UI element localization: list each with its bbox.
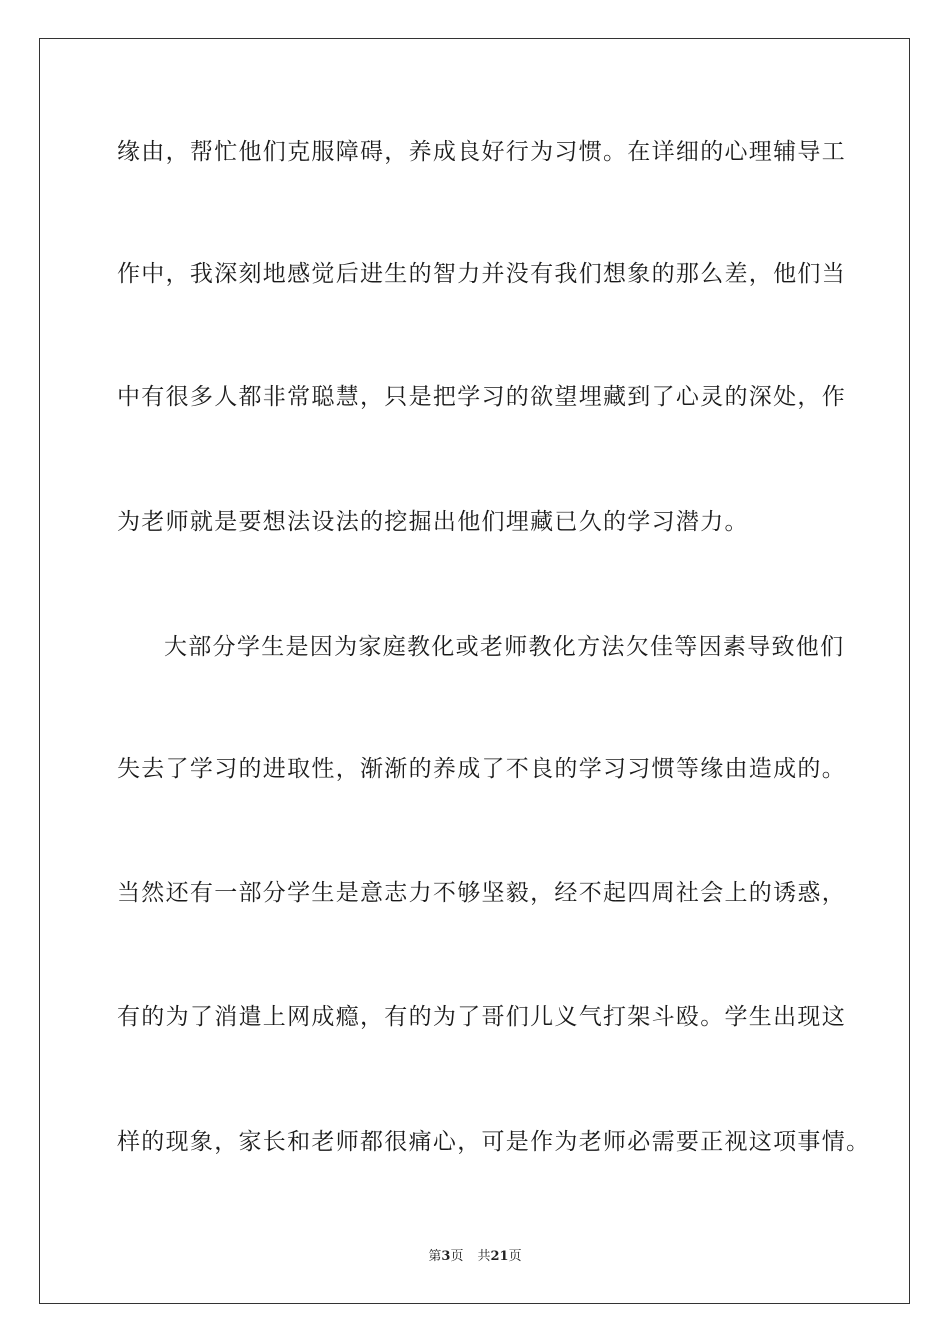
text-line: 当然还有一部分学生是意志力不够坚毅，经不起四周社会上的诱惑， <box>117 880 846 906</box>
text-line: 为老师就是要想法设法的挖掘出他们埋藏已久的学习潜力。 <box>117 509 749 535</box>
total-pages-suffix: 页 <box>508 1249 522 1264</box>
text-line: 有的为了消遣上网成瘾，有的为了哥们儿义气打架斗殴。学生出现这 <box>117 1004 846 1030</box>
text-line: 失去了学习的进取性，渐渐的养成了不良的学习习惯等缘由造成的。 <box>117 756 846 782</box>
current-page-number: 3 <box>441 1249 451 1264</box>
page-footer <box>0 1248 950 1266</box>
paragraph-first-line: 大部分学生是因为家庭教化或老师教化方法欠佳等因素导致他们 <box>164 634 845 660</box>
page-border <box>39 38 910 1304</box>
text-line: 样的现象，家长和老师都很痛心，可是作为老师必需要正视这项事情。 <box>117 1129 871 1155</box>
text-line: 中有很多人都非常聪慧，只是把学习的欲望埋藏到了心灵的深处，作 <box>117 384 846 410</box>
total-pages-prefix: 共 <box>477 1249 491 1264</box>
text-line: 缘由，帮忙他们克服障碍，养成良好行为习惯。在详细的心理辅导工 <box>117 139 846 165</box>
total-pages-number: 21 <box>490 1249 509 1264</box>
text-line: 作中，我深刻地感觉后进生的智力并没有我们想象的那么差，他们当 <box>117 261 846 287</box>
page-number-suffix: 页 <box>450 1249 464 1264</box>
page-number-prefix: 第 <box>428 1249 442 1264</box>
